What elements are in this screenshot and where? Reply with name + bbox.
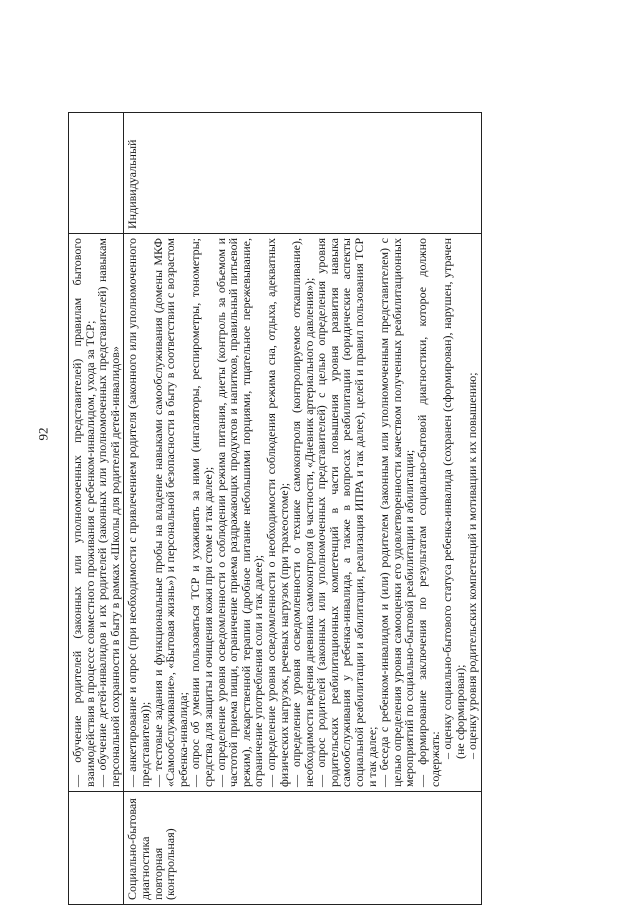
table-row bbox=[124, 113, 482, 905]
table-cell-activity bbox=[69, 792, 124, 905]
table-cell-activity: Социально-бытовая диагностика повторная (контрольная) bbox=[124, 792, 482, 905]
page-number: 92 bbox=[35, 427, 51, 441]
list-item: — определение уровня осведомленности о необходимости соблюдения режима сна, отдыха, адекватных физических нагрузок, речевых нагрузок (при трахеостоме); bbox=[263, 238, 291, 787]
list-item: — определение уровня осведомленности о соблюдении режима питания, диеты (контроль за объемом и частотой приема пищи, ограничение приема раздражающих продуктов и напитков, правильный питьевой режим), лекарственной терапии (дробное питание небольшими порциями, тщательное пережевывание, ограничение употребления соли и так далее); bbox=[213, 238, 266, 787]
list-item: — анкетирование и опрос (при необходимости с привлечением родителя (законного или уполномоченного представителя)); bbox=[125, 238, 152, 787]
table-cell-format bbox=[69, 113, 124, 234]
list-item: — беседа с ребенком-инвалидом и (или) родителем (законным или уполномоченным представителем) с целью определения уровня самооценки его удовлетворенности качеством полученных реабилитационных мероприятий по социально-бытовой реабилитации и абилитации; bbox=[377, 238, 417, 787]
list-item: — обучение детей-инвалидов и их родителей (законных или уполномоченных представителей) навыкам персональной сохранности в быту в рамках «Школы для родителей детей-инвалидов» bbox=[95, 238, 122, 787]
list-item: – оценку уровня родительских компетенций и мотивации к их повышению; bbox=[465, 372, 480, 759]
table-row bbox=[69, 113, 124, 905]
list-item: — опрос родителей (законных или уполномоченных представителей) с целью определения уровня родительских реабилитационных компетенций в части повышения уровня развития навыка самообслуживания у ребенка-инвалида, а также в вопросах реабилитации (юридические аспекты социальной реабилитации и абилитации, реализация ИПРА и так далее), целей и правил пользования ТСР и так далее; bbox=[314, 238, 379, 787]
table-cell-content bbox=[69, 234, 124, 792]
rehabilitation-table bbox=[68, 112, 482, 905]
table-cell-format: Индивидуальный bbox=[124, 113, 482, 234]
list-item: — опрос об умении пользоваться ТСР и ухаживать за ними (ингаляторы, респирометры, тонометры; средства для защиты и очищения кожи при стоме и так далее); bbox=[188, 238, 215, 787]
list-item: — тестовые задания и функциональные пробы на владение навыками самообслуживания (домены МКФ «Самообслуживание», «Бытовая жизнь») и персональной безопасности в быту в соответствии с возрастом ребенка-инвалида; bbox=[150, 238, 190, 787]
list-item: — обучение родителей (законных или уполномоченных представителей) правилам бытового взаимодействия в процессе совместного проживания с ребенком-инвалидом, ухода за ТСР; bbox=[70, 238, 97, 787]
rotated-page-content bbox=[68, 113, 565, 905]
table-cell-content bbox=[124, 234, 482, 792]
list-item: — определение уровня осведомленности о технике самоконтроля (контролируемое откашливание), необходимости ведения дневника самоконтроля (в частности, «Дневник артериального давления»); bbox=[289, 238, 316, 787]
list-item: — формирование заключения по результатам социально-бытовой диагностики, которое должно содержать: bbox=[415, 238, 442, 787]
list-item: – оценку социально-бытового статуса ребенка-инвалида (сохранен (сформирован), нарушен, утрачен (не сформирован); bbox=[440, 238, 467, 759]
